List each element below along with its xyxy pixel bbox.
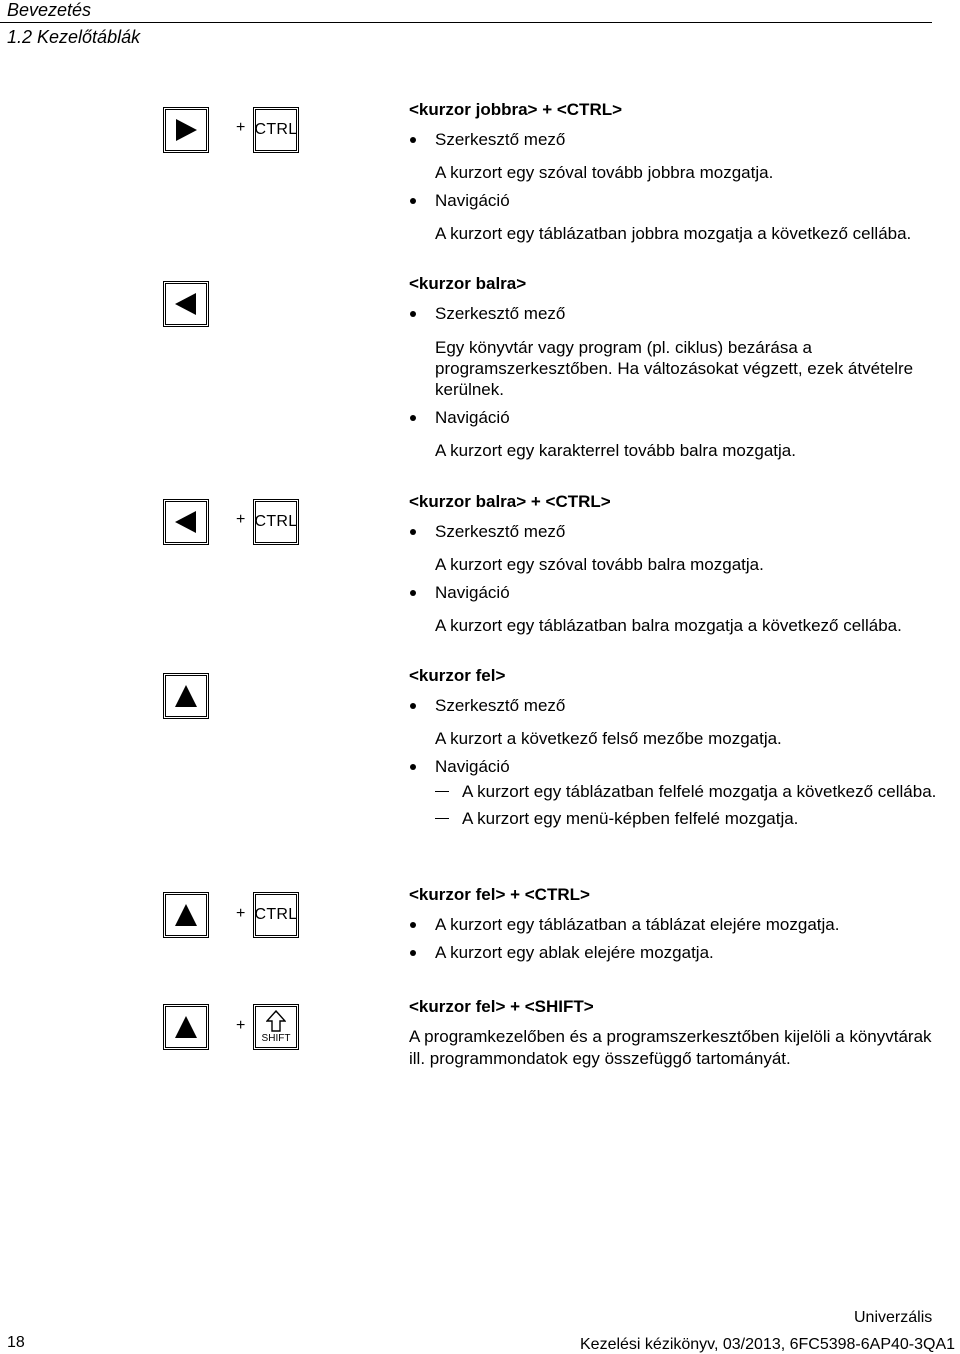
item-label: Szerkesztő mező — [435, 522, 566, 541]
dash-marker — [435, 791, 449, 792]
cursor-left-key — [163, 499, 209, 545]
entry-title: <kurzor fel> — [409, 666, 506, 685]
entry-title: <kurzor balra> — [409, 274, 527, 293]
cursor-right-key — [163, 107, 209, 153]
item-description: A kurzort a következő felső mezőbe mozgatja. — [435, 729, 782, 748]
arrow-right-icon — [173, 117, 199, 143]
entry-title: <kurzor jobbra> + <CTRL> — [409, 100, 623, 119]
list-item — [409, 582, 960, 603]
subsection-title: 1.2 Kezelőtáblák — [7, 27, 141, 47]
bullet — [410, 703, 416, 709]
plus-sign: + — [236, 119, 246, 136]
list-item — [409, 914, 960, 935]
cursor-up-key — [163, 673, 209, 719]
shift-arrow-icon — [266, 1010, 286, 1032]
entry-cursor-up — [409, 665, 960, 829]
list-item — [409, 129, 960, 150]
ctrl-key-label: CTRL — [254, 513, 298, 530]
bullet — [410, 950, 416, 956]
item-description: A kurzort egy karakterrel tovább balra mozgatja. — [435, 441, 796, 460]
sub-list-item — [409, 781, 942, 802]
ctrl-key — [253, 107, 299, 153]
entry-title: <kurzor balra> + <CTRL> — [409, 492, 611, 511]
shift-key-label: SHIFT — [261, 1033, 291, 1044]
entry-cursor-left — [409, 273, 960, 461]
shift-key — [253, 1004, 299, 1050]
dash-marker — [435, 818, 449, 819]
entry-cursor-up-ctrl — [409, 884, 960, 963]
cursor-up-key — [163, 892, 209, 938]
item-label: Szerkesztő mező — [435, 696, 566, 715]
plus-sign: + — [236, 905, 246, 922]
list-item — [409, 407, 960, 428]
cursor-up-key — [163, 1004, 209, 1050]
list-item — [409, 756, 960, 777]
ctrl-key-label: CTRL — [254, 906, 298, 923]
item-description: A kurzort egy táblázatban jobbra mozgatja a következő cellába. — [435, 224, 912, 243]
item-label: Navigáció — [435, 583, 510, 602]
bullet — [410, 922, 416, 928]
entry-title: <kurzor fel> + <CTRL> — [409, 885, 590, 904]
arrow-left-icon — [173, 509, 199, 535]
bullet — [410, 590, 416, 596]
ctrl-key — [253, 892, 299, 938]
list-item — [409, 521, 960, 542]
item-description: Egy könyvtár vagy program (pl. ciklus) bezárása a programszerkesztőben. Ha változásokat végzett, ezek átvételre kerülnek. — [435, 338, 914, 399]
bullet — [410, 764, 416, 770]
item-label: Navigáció — [435, 191, 510, 210]
plus-sign: + — [236, 511, 246, 528]
entry-cursor-right-ctrl — [409, 99, 960, 244]
item-description: A kurzort egy táblázatban balra mozgatja a következő cellába. — [435, 616, 902, 635]
item-label: Navigáció — [435, 408, 510, 427]
header-divider — [0, 22, 932, 23]
item-text: A kurzort egy táblázatban a táblázat elejére mozgatja. — [435, 915, 840, 934]
footer-label: Univerzális — [854, 1309, 933, 1326]
cursor-left-key — [163, 281, 209, 327]
sub-list-item — [409, 808, 960, 829]
ctrl-key — [253, 499, 299, 545]
sub-item-text: A kurzort egy menü-képben felfelé mozgatja. — [462, 809, 799, 828]
footer-document: Kezelési kézikönyv, 03/2013, 6FC5398-6AP40-3QA1 — [580, 1336, 956, 1353]
bullet — [410, 529, 416, 535]
list-item — [409, 190, 960, 211]
arrow-up-icon — [173, 683, 199, 709]
item-description: A kurzort egy szóval tovább jobbra mozgatja. — [435, 163, 774, 182]
entry-cursor-left-ctrl — [409, 491, 960, 636]
item-label: Navigáció — [435, 757, 510, 776]
plus-sign: + — [236, 1017, 246, 1034]
ctrl-key-label: CTRL — [254, 121, 298, 138]
list-item — [409, 942, 960, 963]
bullet — [410, 415, 416, 421]
item-description: A kurzort egy szóval tovább balra mozgatja. — [435, 555, 764, 574]
item-label: Szerkesztő mező — [435, 304, 566, 323]
list-item — [409, 695, 960, 716]
arrow-left-icon — [173, 291, 199, 317]
entry-title: <kurzor fel> + <SHIFT> — [409, 997, 594, 1016]
bullet — [410, 198, 416, 204]
item-text: A kurzort egy ablak elejére mozgatja. — [435, 943, 714, 962]
entry-cursor-up-shift — [409, 996, 960, 1070]
sub-item-text: A kurzort egy táblázatban felfelé mozgatja a következő cellába. — [462, 782, 937, 801]
arrow-up-icon — [173, 1014, 199, 1040]
entry-description: A programkezelőben és a programszerkesztőben kijelöli a könyvtárak ill. programmondatok egy összefüggő tartományát. — [409, 1027, 932, 1068]
bullet — [410, 137, 416, 143]
arrow-up-icon — [173, 902, 199, 928]
item-label: Szerkesztő mező — [435, 130, 566, 149]
list-item — [409, 303, 960, 324]
bullet — [410, 311, 416, 317]
page-number: 18 — [7, 1334, 25, 1351]
section-title: Bevezetés — [7, 0, 92, 20]
